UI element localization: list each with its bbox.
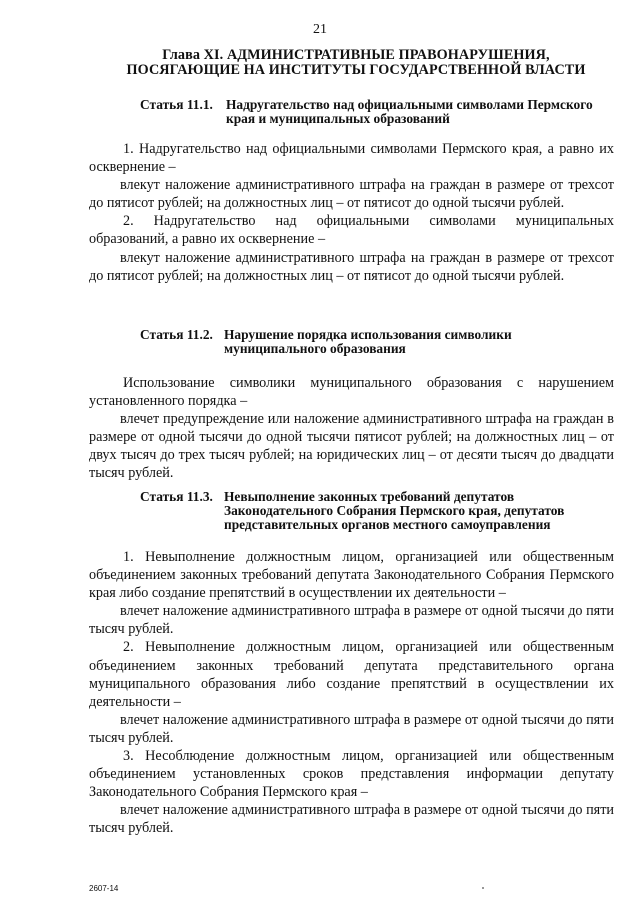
chapter-title <box>90 48 622 78</box>
paragraph: 3. Несоблюдение должностным лицом, организацией или общественным объединением установленных сроков представления информации депутату Законодательного Собрания Пермского края – <box>89 748 614 801</box>
footer-document-code: 2607-14 <box>89 884 119 893</box>
paragraph: влекут наложение административного штрафа на граждан в размере от трехсот до пятисот рублей; на должностных лиц – от пятисот до одной тысячи рублей. <box>89 249 614 284</box>
paragraph: влечет наложение административного штрафа в размере от одной тысячи до пяти тысяч рублей. <box>89 802 614 837</box>
paragraph: влекут наложение административного штрафа на граждан в размере от трехсот до пятисот рублей; на должностных лиц – от пятисот до одной тысячи рублей. <box>89 177 614 212</box>
paragraph: Использование символики муниципального образования с нарушением установленного порядка – <box>89 375 614 410</box>
article-11-2-text <box>89 374 614 483</box>
article-number: Статья 11.3. <box>140 489 213 504</box>
page-number: 21 <box>313 22 327 37</box>
article-number: Статья 11.2. <box>140 327 213 342</box>
scan-dot <box>482 887 484 889</box>
article-title: Невыполнение законных требований депутатов Законодательного Собрания Пермского края, депутатов представительных органов местного самоуправления <box>224 489 565 532</box>
paragraph: влечет наложение административного штрафа в размере от одной тысячи до пяти тысяч рублей. <box>89 603 614 638</box>
article-title: Нарушение порядка использования символики муниципального образования <box>224 327 512 356</box>
article-title: Надругательство над официальными символами Пермского края и муниципальных образований <box>226 97 593 126</box>
chapter-title-line-1: Глава XI. АДМИНИСТРАТИВНЫЕ ПРАВОНАРУШЕНИЯ, <box>162 47 550 63</box>
article-number: Статья 11.1. <box>140 97 213 112</box>
paragraph: влечет предупреждение или наложение административного штрафа на граждан в размере от одной тысячи до одной тысячи пятисот рублей; на должностных лиц – от двух тысяч до трех тысяч рублей; на юридических лиц – от десяти тысяч до двадцати тысяч рублей. <box>89 411 614 482</box>
chapter-title-line-2: ПОСЯГАЮЩИЕ НА ИНСТИТУТЫ ГОСУДАРСТВЕННОЙ ВЛАСТИ <box>126 62 586 78</box>
article-11-1-text <box>89 140 614 285</box>
article-11-3-text <box>89 548 614 838</box>
paragraph: 1. Надругательство над официальными символами Пермского края, а равно их осквернение – <box>89 141 614 176</box>
paragraph: 2. Надругательство над официальными символами муниципальных образований, а равно их осквернение – <box>89 213 614 248</box>
paragraph: 2. Невыполнение должностным лицом, организацией или общественным объединением законных требований депутата представительного органа муниципального образования либо создание препятствий в осуществлении их деятельности – <box>89 639 614 710</box>
paragraph: 1. Невыполнение должностным лицом, организацией или общественным объединением законных требований депутата Законодательного Собрания Пермского края либо создание препятствий в осуществлении их деятельности – <box>89 549 614 602</box>
paragraph: влечет наложение административного штрафа в размере от одной тысячи до пяти тысяч рублей. <box>89 711 614 746</box>
